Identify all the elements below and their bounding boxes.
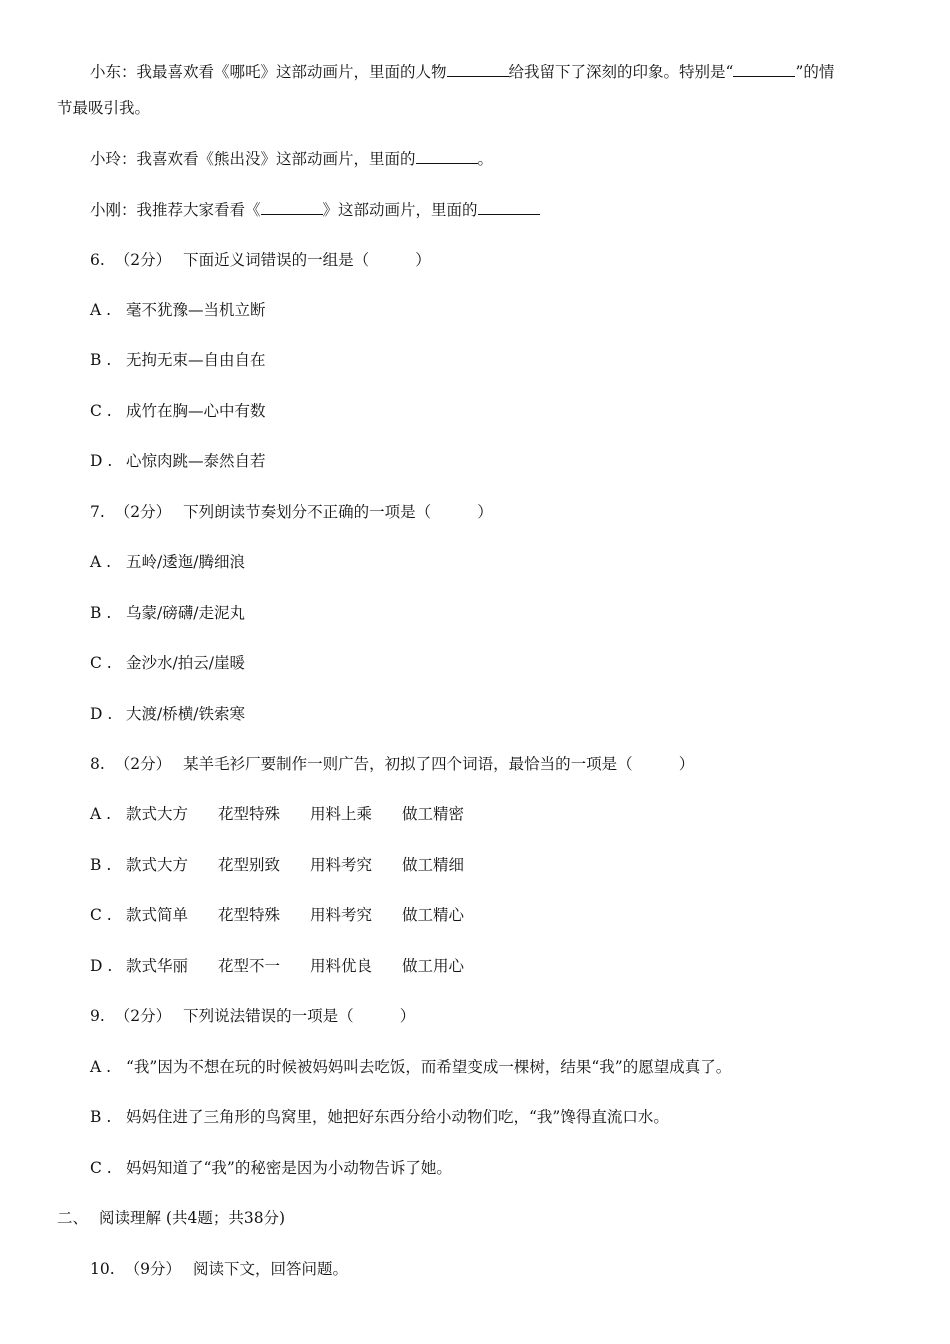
answer-blank [478, 198, 540, 215]
question-8-option-a[interactable] [90, 803, 494, 825]
question-number: 8. [90, 755, 105, 773]
question-close-paren: ） [415, 251, 431, 269]
option-label: A . [90, 301, 112, 319]
option-text: 无拘无束—自由自在 [126, 351, 266, 369]
question-6-option-a[interactable] [90, 299, 266, 321]
xiaoling-line [90, 147, 493, 170]
option-text: 妈妈住进了三角形的鸟窝里，她把好东西分给小动物们吃，“我”馋得直流口水。 [126, 1108, 669, 1126]
option-label: B . [90, 351, 112, 369]
option-text: 妈妈知道了“我”的秘密是因为小动物告诉了她。 [126, 1159, 452, 1177]
option-text: “我”因为不想在玩的时候被妈妈叫去吃饭，而希望变成一棵树，结果“我”的愿望成真了。 [126, 1058, 732, 1076]
question-score: （2分） [114, 1007, 172, 1025]
option-word: 做工精心 [402, 906, 465, 924]
option-word: 用料考究 [310, 906, 373, 924]
question-score: （9分） [124, 1260, 182, 1278]
question-close-paren: ） [477, 503, 493, 521]
xiaogang-text-a: 小刚：我推荐大家看看《 [90, 201, 261, 219]
option-word: 款式简单 [126, 906, 189, 924]
option-text: 大渡/桥横/铁索寒 [126, 705, 245, 723]
option-word: 做工用心 [402, 957, 465, 975]
xiaogang-text-b: 》这部动画片，里面的 [322, 201, 478, 219]
option-word: 用料考究 [310, 856, 373, 874]
xiaodong-text-a: 小东：我最喜欢看《哪吒》这部动画片，里面的人物 [90, 63, 447, 81]
question-text: 某羊毛衫厂要制作一则广告，初拟了四个词语，最恰当的一项是（ [183, 755, 633, 773]
question-9-stem [90, 1005, 415, 1027]
option-label: C . [90, 906, 112, 924]
option-label: B . [90, 1108, 112, 1126]
question-8-option-d[interactable] [90, 955, 494, 977]
question-text: 下列说法错误的一项是（ [183, 1007, 354, 1025]
section-2-heading [57, 1207, 285, 1229]
xiaoling-text-b: 。 [477, 150, 494, 168]
question-8-option-b[interactable] [90, 854, 494, 876]
option-text: 心惊肉跳—泰然自若 [126, 452, 266, 470]
question-text: 下列朗读节奏划分不正确的一项是（ [183, 503, 432, 521]
section-number: 二、 [57, 1209, 89, 1227]
option-label: D . [90, 452, 113, 470]
option-text: 毫不犹豫—当机立断 [126, 301, 266, 319]
answer-blank [261, 198, 323, 215]
question-7-option-d[interactable] [90, 703, 245, 725]
question-score: （2分） [114, 755, 172, 773]
question-close-paren: ） [678, 755, 695, 773]
question-7-option-b[interactable] [90, 602, 245, 624]
option-label: D . [90, 705, 113, 723]
xiaodong-line-1 [90, 60, 834, 83]
xiaodong-text-c: ”的情 [795, 63, 835, 81]
option-word: 花型特殊 [218, 906, 281, 924]
question-8-stem [90, 753, 694, 775]
question-number: 7. [90, 503, 105, 521]
option-word: 款式大方 [126, 856, 189, 874]
option-label: A . [90, 1058, 112, 1076]
option-word: 款式华丽 [126, 957, 189, 975]
option-label: A . [90, 553, 112, 571]
option-text: 乌蒙/磅礴/走泥丸 [126, 604, 245, 622]
xiaodong-text-b: 给我留下了深刻的印象。特别是“ [508, 63, 734, 81]
option-label: A . [90, 805, 112, 823]
xiaodong-line-2: 节最吸引我。 [57, 99, 151, 117]
question-number: 10. [90, 1260, 115, 1278]
question-7-stem [90, 501, 493, 523]
option-text: 成竹在胸—心中有数 [126, 402, 266, 420]
option-word: 做工精细 [402, 856, 465, 874]
answer-blank [733, 60, 795, 77]
question-9-option-b[interactable] [90, 1106, 669, 1128]
question-7-option-a[interactable] [90, 551, 245, 573]
xiaogang-line [90, 198, 540, 221]
option-label: C . [90, 1159, 112, 1177]
option-text: 五岭/逶迤/腾细浪 [126, 553, 245, 571]
option-label: B . [90, 604, 112, 622]
xiaoling-text-a: 小玲：我喜欢看《熊出没》这部动画片，里面的 [90, 150, 416, 168]
option-text: 金沙水/拍云/崖暖 [126, 654, 245, 672]
answer-blank [447, 60, 509, 77]
option-word: 用料上乘 [310, 805, 373, 823]
option-word: 款式大方 [126, 805, 189, 823]
question-9-option-c[interactable] [90, 1157, 452, 1179]
question-number: 9. [90, 1007, 105, 1025]
section-title: 阅读理解 (共4题；共38分) [99, 1209, 286, 1227]
answer-blank [416, 147, 478, 164]
question-9-option-a[interactable] [90, 1056, 731, 1078]
option-label: C . [90, 654, 112, 672]
option-word: 花型特殊 [218, 805, 281, 823]
option-label: C . [90, 402, 112, 420]
option-word: 花型不一 [218, 957, 281, 975]
option-label: B . [90, 856, 112, 874]
question-close-paren: ） [399, 1007, 416, 1025]
question-10-stem [90, 1258, 348, 1280]
question-8-option-c[interactable] [90, 904, 494, 926]
question-score: （2分） [114, 503, 172, 521]
question-6-option-b[interactable] [90, 349, 266, 371]
question-text: 下面近义词错误的一组是（ [183, 251, 370, 269]
option-label: D . [90, 957, 113, 975]
option-word: 花型别致 [218, 856, 281, 874]
question-6-option-d[interactable] [90, 450, 266, 472]
question-number: 6. [90, 251, 105, 269]
option-word: 用料优良 [310, 957, 373, 975]
question-6-stem [90, 249, 431, 271]
question-7-option-c[interactable] [90, 652, 245, 674]
question-6-option-c[interactable] [90, 400, 266, 422]
option-word: 做工精密 [402, 805, 465, 823]
question-score: （2分） [114, 251, 172, 269]
question-text: 阅读下文，回答问题。 [193, 1260, 349, 1278]
